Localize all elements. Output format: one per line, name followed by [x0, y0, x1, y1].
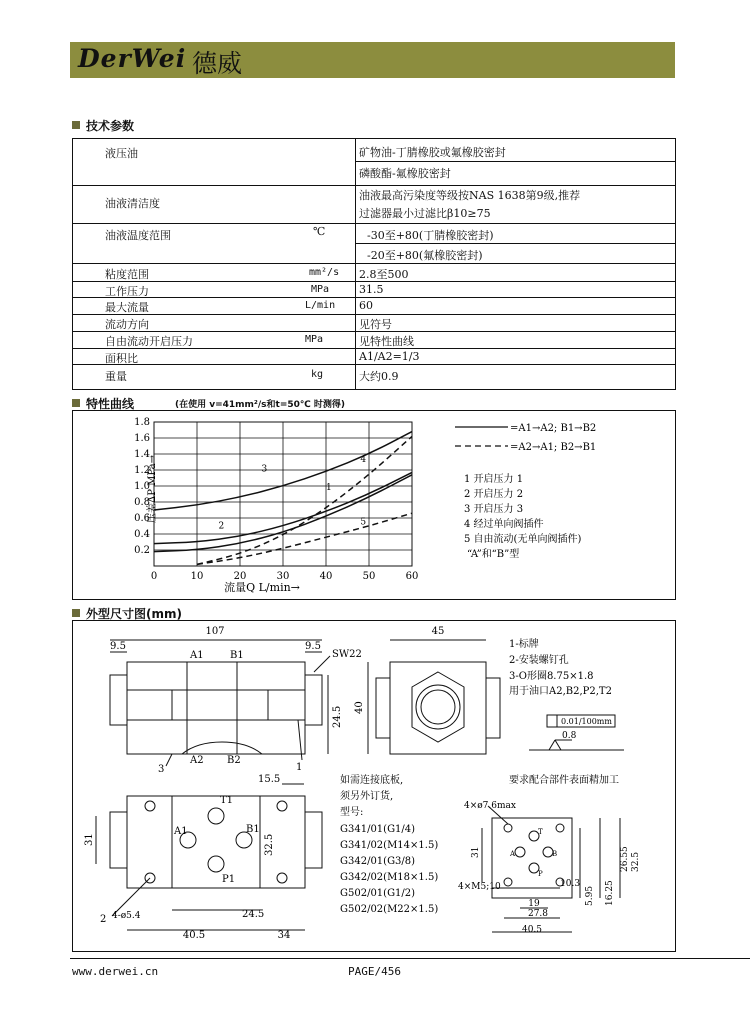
- note: 1-标牌: [509, 639, 539, 650]
- note: 用于油口A2,B2,P2,T2: [509, 686, 612, 697]
- spec-value: 见符号: [359, 318, 392, 331]
- legend-dashed-text: =A2→A1; B2→B1: [510, 442, 597, 453]
- spec-name: 最大流量: [105, 301, 149, 314]
- y-tick-label: 1.4: [134, 449, 150, 460]
- logo: DerWei: [78, 44, 187, 73]
- spec-unit: MPa: [305, 334, 324, 345]
- spec-name: 工作压力: [105, 285, 149, 298]
- label-t1: T1: [220, 795, 234, 806]
- logo-chinese: 德威: [192, 49, 243, 78]
- series-label: 4: [360, 455, 367, 465]
- spec-unit: L/min: [305, 300, 336, 311]
- y-tick-label: 0.6: [134, 513, 150, 524]
- spec-unit: MPa: [311, 284, 330, 295]
- section-curve: 特性曲线: [72, 395, 134, 412]
- spec-value: 31.5: [359, 283, 384, 296]
- label-sw22: SW22: [332, 649, 362, 660]
- section-dimensions: 外型尺寸图(mm): [72, 605, 182, 622]
- series-label: 5: [360, 517, 367, 528]
- series-label: 1: [326, 483, 332, 493]
- y-tick-label: 1.8: [134, 417, 150, 428]
- valve-body-side: [390, 662, 486, 754]
- y-axis-label: 压差ΔP MPa→: [147, 455, 158, 523]
- nameplate: [172, 690, 268, 720]
- dim-45: 45: [431, 626, 445, 637]
- dim-40-5-mount: 40.5: [521, 925, 543, 935]
- spec-name: 粘度范围: [105, 268, 149, 281]
- label-a2: A2: [190, 755, 204, 766]
- y-tick-label: 0.8: [134, 497, 150, 508]
- dim-34: 34: [277, 930, 291, 941]
- mount-port-t: T: [538, 828, 543, 836]
- dim-9-5-left: 9.5: [110, 641, 126, 652]
- y-tick-label: 0.4: [134, 529, 150, 540]
- subplate-model: G342/01(G3/8): [340, 856, 416, 867]
- dim-24-5: 24.5: [332, 705, 343, 728]
- spec-value: 大约0.9: [359, 370, 399, 383]
- x-tick-label: 20: [233, 571, 247, 582]
- dim-15-5: 15.5: [258, 774, 281, 785]
- spec-name: 流动方向: [105, 318, 149, 331]
- legend-item: 3 开启压力 3: [464, 504, 524, 515]
- dim-107: 107: [205, 626, 225, 637]
- label-a1-bottom: A1: [174, 826, 188, 837]
- subplate-text: 须另外订货,: [340, 791, 394, 802]
- spec-value: 60: [359, 299, 373, 312]
- x-axis-label: 流量Q L/min→: [224, 581, 300, 594]
- subplate-model: G502/01(G1/2): [340, 888, 416, 899]
- label-a1: A1: [190, 650, 204, 661]
- spec-name: 液压油: [105, 147, 138, 160]
- label-b2: B2: [227, 755, 241, 766]
- spec-name: 油液温度范围: [105, 229, 171, 242]
- subplate-model: G502/02(M22×1.5): [340, 904, 439, 915]
- note: 2-安装螺钉孔: [509, 655, 569, 666]
- oring-area: [182, 742, 262, 754]
- spec-value: -20至+80(氟橡胶密封): [367, 249, 483, 262]
- subplate-model: G341/01(G1/4): [340, 824, 416, 835]
- note: 3-O形圈8.75×1.8: [509, 671, 594, 682]
- spec-value: 过滤器最小过滤比β10≥75: [359, 207, 491, 220]
- dim-16-25: 16.25: [605, 880, 615, 906]
- spec-unit: ℃: [313, 225, 326, 238]
- spec-table: [72, 138, 676, 390]
- dim-32-5-mount: 32.5: [631, 851, 641, 872]
- hex-nut-icon: [412, 672, 464, 742]
- spec-value: 油液最高污染度等级按NAS 1638第9级,推荐: [359, 189, 581, 202]
- dim-40: 40: [354, 701, 365, 714]
- port-p1: [208, 856, 224, 872]
- spec-name: 油液清洁度: [105, 197, 160, 210]
- series-label: 3: [261, 464, 268, 475]
- callout-1: 1: [296, 762, 303, 773]
- dim-9-5-right: 9.5: [305, 641, 321, 652]
- subplate-model: G342/02(M18×1.5): [340, 872, 439, 883]
- subplate-model: G341/02(M14×1.5): [340, 840, 439, 851]
- left-nut: [110, 675, 127, 725]
- dim-31-mount: 31: [471, 846, 481, 858]
- x-tick-label: 10: [190, 571, 204, 582]
- spec-unit: kg: [311, 369, 324, 380]
- legend-item: 1 开启压力 1: [464, 474, 524, 485]
- curve-note: (在使用 v=41mm²/s和t=50℃ 时测得): [175, 400, 346, 410]
- valve-body-top: [127, 662, 305, 754]
- y-tick-label: 1.6: [134, 433, 150, 444]
- legend-solid-text: =A1→A2; B1→B2: [510, 423, 597, 434]
- spec-name: 重量: [105, 370, 127, 383]
- spec-value: A1/A2=1/3: [359, 350, 420, 363]
- dim-10-3: 10.3: [560, 879, 581, 889]
- x-tick-label: 60: [405, 571, 419, 582]
- dim-24-5-bottom: 24.5: [242, 909, 265, 920]
- dim-40-5: 40.5: [182, 930, 206, 941]
- mount-port-b: B: [552, 850, 558, 858]
- dimension-drawing: [72, 620, 676, 952]
- spec-value: 2.8至500: [359, 268, 409, 281]
- spec-unit: mm²/s: [309, 267, 340, 278]
- dim-32-5: 32.5: [264, 833, 275, 856]
- label-holes: 4-ø5.4: [112, 911, 141, 921]
- characteristic-chart: [72, 410, 676, 600]
- section-tech-params: 技术参数: [72, 117, 134, 134]
- spec-value: 矿物油-丁腈橡胶或氟橡胶密封: [359, 146, 506, 159]
- subplate-text: 型号:: [340, 807, 364, 818]
- legend-item: 4 经过单向阀插件: [464, 519, 544, 530]
- spec-value: -30至+80(丁腈橡胶密封): [367, 229, 494, 242]
- label-mount-max: 4×ø7.6max: [464, 801, 516, 811]
- y-tick-label: 1.0: [134, 481, 150, 492]
- label-p1: P1: [222, 874, 236, 885]
- flatness-value: 0.01/100mm: [561, 717, 612, 726]
- spec-name: 面积比: [105, 352, 138, 365]
- dim-5-95: 5.95: [585, 885, 595, 906]
- x-tick-label: 50: [362, 571, 376, 582]
- dim-27-8: 27.8: [527, 909, 549, 919]
- label-b1: B1: [230, 650, 244, 661]
- footer-rule: [70, 958, 750, 959]
- dim-19: 19: [528, 899, 540, 909]
- right-nut: [305, 675, 322, 725]
- legend-item: 2 开启压力 2: [464, 489, 524, 500]
- callout-3: 3: [158, 764, 165, 775]
- label-m5: 4×M5;10: [458, 882, 501, 892]
- y-tick-label: 1.2: [134, 465, 150, 476]
- x-tick-label: 0: [150, 571, 158, 582]
- x-tick-label: 30: [276, 571, 290, 582]
- callout-2: 2: [100, 914, 107, 925]
- spec-value: 磷酸酯-氟橡胶密封: [359, 167, 451, 180]
- y-tick-label: 0.2: [134, 545, 150, 556]
- series-label: 2: [218, 521, 225, 532]
- roughness-value: 0.8: [562, 731, 577, 741]
- mount-port-a: A: [510, 850, 516, 858]
- spec-value: 见特性曲线: [359, 335, 414, 348]
- page-number: PAGE/456: [348, 965, 401, 978]
- mount-port-p: P: [538, 870, 543, 878]
- x-tick-label: 40: [319, 571, 333, 582]
- website-link[interactable]: www.derwei.cn: [72, 965, 159, 978]
- subplate-text: 如需连接底板,: [340, 775, 404, 786]
- legend-item: 5 自由流动(无单向阀插件): [464, 534, 582, 545]
- dim-26-55: 26.55: [620, 846, 630, 872]
- label-b1-bottom: B1: [246, 824, 260, 835]
- dim-31: 31: [84, 833, 95, 846]
- legend-item: “A”和“B”型: [467, 549, 520, 560]
- spec-name: 自由流动开启压力: [105, 335, 193, 348]
- surface-note: 要求配合部件表面精加工: [509, 775, 619, 786]
- port-t1: [208, 808, 224, 824]
